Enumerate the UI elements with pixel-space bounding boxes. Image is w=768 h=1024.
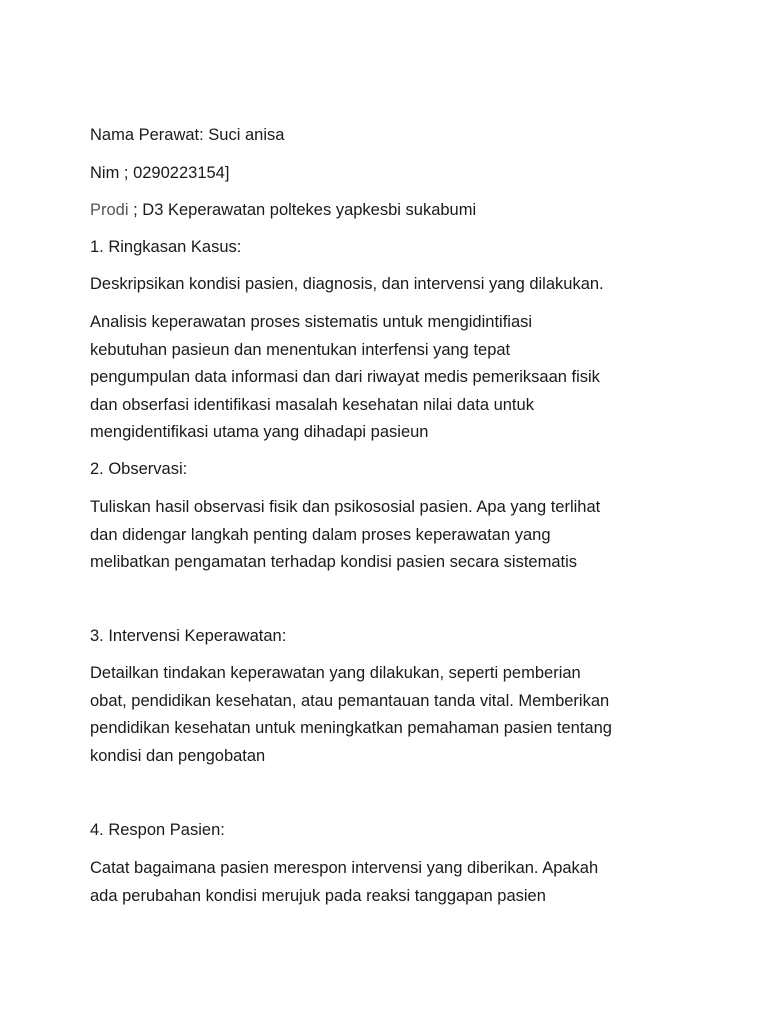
paragraph-line: pengumpulan data informasi dan dari riwayat medis pemeriksaan fisik [90,368,600,386]
study-program-line [90,197,700,225]
section-heading-text: 2. Observasi: [90,460,188,478]
ringkasan-paragraph [90,309,700,447]
section-heading-observasi [90,456,700,484]
paragraph-line: dan didengar langkah penting dalam proses keperawatan yang [90,525,551,544]
nurse-name [90,122,700,150]
student-id-text: Nim ; 0290223154] [90,164,230,182]
paragraph-line: kebutuhan pasieun dan menentukan interfensi yang tepat [90,340,511,359]
paragraph-line: Catat bagaimana pasien merespon intervensi yang diberikan. Apakah [90,859,599,877]
paragraph-line: mengidentifikasi utama yang dihadapi pasieun [90,423,429,441]
section-heading-text: 4. Respon Pasien: [90,821,225,839]
study-program-prefix: Prodi [90,201,129,219]
paragraph-line: Tuliskan hasil observasi fisik dan psikososial pasien. Apa yang terlihat [90,498,601,516]
respon-paragraph [90,855,700,910]
paragraph-line: obat, pendidikan kesehatan, atau pemantauan tanda vital. Memberikan [90,691,610,710]
paragraph-line: Detailkan tindakan keperawatan yang dilakukan, seperti pemberian [90,664,581,682]
intervensi-paragraph [90,660,700,770]
observasi-paragraph [90,494,700,577]
section-heading-text: 1. Ringkasan Kasus: [90,238,242,256]
section-heading-respon [90,817,700,845]
paragraph-line: melibatkan pengamatan terhadap kondisi pasien secara sistematis [90,553,578,571]
ringkasan-prompt-text: Deskripsikan kondisi pasien, diagnosis, dan intervensi yang dilakukan. [90,275,604,293]
study-program [90,197,700,225]
nurse-name-text: Nama Perawat: Suci anisa [90,126,285,144]
paragraph-line: pendidikan kesehatan untuk meningkatkan pemahaman pasien tentang [90,719,612,737]
section-heading-text: 3. Intervensi Keperawatan: [90,627,287,645]
paragraph-line: kondisi dan pengobatan [90,746,266,765]
student-id [90,160,700,188]
paragraph-line: ada perubahan kondisi merujuk pada reaksi tanggapan pasien [90,886,546,905]
section-heading-ringkasan [90,234,700,262]
paragraph-line: dan obserfasi identifikasi masalah kesehatan nilai data untuk [90,395,534,414]
ringkasan-prompt [90,271,700,299]
paragraph-line: Analisis keperawatan proses sistematis untuk mengidintifiasi [90,313,533,331]
section-heading-intervensi [90,623,700,651]
study-program-rest: ; D3 Keperawatan poltekes yapkesbi sukabumi [128,201,477,219]
